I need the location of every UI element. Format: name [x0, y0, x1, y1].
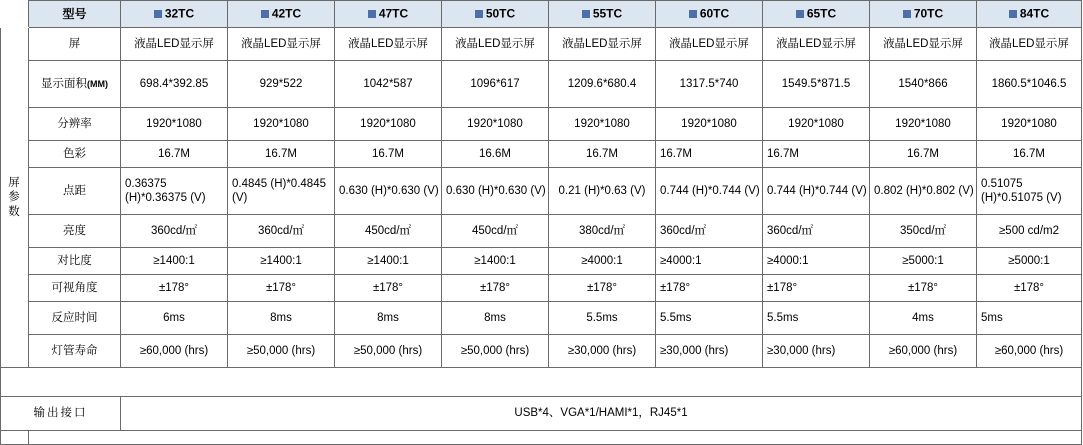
header-corner-blank: [1, 1, 29, 28]
cell-value: 0.630 (H)*0.630 (V): [335, 168, 442, 215]
cell-value: 1920*1080: [763, 108, 870, 141]
bullet-square-icon: [582, 10, 590, 18]
bullet-square-icon: [689, 10, 697, 18]
cell-value: ≥4000:1: [656, 248, 763, 275]
cell-value: 1920*1080: [121, 108, 228, 141]
cell-value: 0.36375 (H)*0.36375 (V): [121, 168, 228, 215]
row-label: 灯管寿命: [29, 335, 121, 368]
cell-value: 16.7M: [549, 141, 656, 168]
cell-value: 液晶LED显示屏: [442, 28, 549, 61]
cell-value: ≥60,000 (hrs): [121, 335, 228, 368]
table-header-row: [1, 1, 1082, 28]
cell-value: ≥500 cd/m2: [977, 215, 1082, 248]
cell-value: 360cd/㎡: [121, 215, 228, 248]
table-row: [1, 108, 1082, 141]
cell-value: 350cd/㎡: [870, 215, 977, 248]
cell-value: 1920*1080: [228, 108, 335, 141]
bullet-square-icon: [475, 10, 483, 18]
cell-value: ≥50,000 (hrs): [228, 335, 335, 368]
cell-value: 1096*617: [442, 61, 549, 108]
cell-value: ±178°: [121, 275, 228, 302]
cell-value: 16.7M: [228, 141, 335, 168]
bullet-square-icon: [261, 10, 269, 18]
cell-value: ≥1400:1: [335, 248, 442, 275]
cell-value: 4ms: [870, 302, 977, 335]
row-label: [29, 61, 121, 108]
cell-value: 1920*1080: [977, 108, 1082, 141]
header-model-50tc: [442, 1, 549, 28]
cell-value: 液晶LED显示屏: [977, 28, 1082, 61]
cell-value: 1209.6*680.4: [549, 61, 656, 108]
row-label: 对比度: [29, 248, 121, 275]
header-model-70tc: [870, 1, 977, 28]
spacer-row: [1, 368, 1082, 397]
cell-value: 1042*587: [335, 61, 442, 108]
model-name: 55TC: [592, 6, 623, 21]
output-interface-row: [1, 397, 1082, 431]
table-row: [1, 61, 1082, 108]
table-row: [1, 248, 1082, 275]
cell-value: 液晶LED显示屏: [121, 28, 228, 61]
cell-value: ±178°: [656, 275, 763, 302]
cell-value: 5.5ms: [656, 302, 763, 335]
cell-value: 16.7M: [656, 141, 763, 168]
table-row: [1, 28, 1082, 61]
header-model-65tc: [763, 1, 870, 28]
cell-value: 16.6M: [442, 141, 549, 168]
model-header-text: 型号: [62, 6, 87, 21]
cell-value: 1540*866: [870, 61, 977, 108]
bullet-square-icon: [1009, 10, 1017, 18]
model-name: 42TC: [271, 6, 302, 21]
cell-value: ≥50,000 (hrs): [335, 335, 442, 368]
cell-value: 8ms: [335, 302, 442, 335]
cell-value: 8ms: [228, 302, 335, 335]
table-row: [1, 141, 1082, 168]
table-row: [1, 335, 1082, 368]
bullet-square-icon: [154, 10, 162, 18]
model-name: 50TC: [485, 6, 516, 21]
cell-value: ≥1400:1: [121, 248, 228, 275]
cell-value: ≥1400:1: [442, 248, 549, 275]
model-name: 70TC: [913, 6, 944, 21]
cell-value: 0.51075 (H)*0.51075 (V): [977, 168, 1082, 215]
cell-value: 1317.5*740: [656, 61, 763, 108]
row-label: 可视角度: [29, 275, 121, 302]
bottom-right-cell: [29, 431, 1082, 445]
cell-value: 16.7M: [335, 141, 442, 168]
cell-value: 1920*1080: [656, 108, 763, 141]
header-model-label: [29, 1, 121, 28]
table-row: [1, 302, 1082, 335]
cell-value: 929*522: [228, 61, 335, 108]
model-name: 60TC: [699, 6, 730, 21]
spacer-cell: [1, 368, 1082, 397]
cell-value: 液晶LED显示屏: [763, 28, 870, 61]
cell-value: 5ms: [977, 302, 1082, 335]
group-label-screen-params: 屏 参 数: [1, 28, 29, 368]
output-interface-value: USB*4、VGA*1/HAMI*1，RJ45*1: [121, 397, 1082, 431]
header-model-47tc: [335, 1, 442, 28]
cell-value: ≥5000:1: [977, 248, 1082, 275]
bullet-square-icon: [903, 10, 911, 18]
cell-value: 1920*1080: [442, 108, 549, 141]
bullet-square-icon: [368, 10, 376, 18]
table-row: [1, 275, 1082, 302]
cell-value: 0.802 (H)*0.802 (V): [870, 168, 977, 215]
cell-value: ≥30,000 (hrs): [763, 335, 870, 368]
cell-value: 1920*1080: [549, 108, 656, 141]
cell-value: ≥60,000 (hrs): [870, 335, 977, 368]
cell-value: ≥5000:1: [870, 248, 977, 275]
bottom-left-cell: [1, 431, 29, 445]
cell-value: ±178°: [549, 275, 656, 302]
bullet-square-icon: [796, 10, 804, 18]
cell-value: ±178°: [335, 275, 442, 302]
cell-value: 6ms: [121, 302, 228, 335]
cell-value: 液晶LED显示屏: [549, 28, 656, 61]
cell-value: ≥4000:1: [763, 248, 870, 275]
cell-value: 液晶LED显示屏: [228, 28, 335, 61]
cell-value: 0.21 (H)*0.63 (V): [549, 168, 656, 215]
cell-value: ≥4000:1: [549, 248, 656, 275]
row-label: 屏: [29, 28, 121, 61]
cell-value: 16.7M: [763, 141, 870, 168]
cell-value: 液晶LED显示屏: [335, 28, 442, 61]
header-model-55tc: [549, 1, 656, 28]
cell-value: ±178°: [763, 275, 870, 302]
cell-value: 5.5ms: [549, 302, 656, 335]
cell-value: ±178°: [870, 275, 977, 302]
cell-value: ≥30,000 (hrs): [549, 335, 656, 368]
cell-value: ±178°: [228, 275, 335, 302]
row-label: 分辨率: [29, 108, 121, 141]
table-row: [1, 215, 1082, 248]
cell-value: 16.7M: [870, 141, 977, 168]
row-label: 反应时间: [29, 302, 121, 335]
cell-value: 450cd/㎡: [442, 215, 549, 248]
cell-value: ≥50,000 (hrs): [442, 335, 549, 368]
table-row: [1, 168, 1082, 215]
cell-value: 360cd/㎡: [228, 215, 335, 248]
header-model-84tc: [977, 1, 1082, 28]
cell-value: 450cd/㎡: [335, 215, 442, 248]
cell-value: 0.744 (H)*0.744 (V): [656, 168, 763, 215]
cell-value: 0.744 (H)*0.744 (V): [763, 168, 870, 215]
cell-value: 380cd/㎡: [549, 215, 656, 248]
cell-value: 360cd/㎡: [763, 215, 870, 248]
row-label: 亮度: [29, 215, 121, 248]
cell-value: ≥1400:1: [228, 248, 335, 275]
cell-value: 698.4*392.85: [121, 61, 228, 108]
header-model-60tc: [656, 1, 763, 28]
cell-value: 8ms: [442, 302, 549, 335]
model-name: 32TC: [164, 6, 195, 21]
header-model-42tc: [228, 1, 335, 28]
cell-value: ±178°: [442, 275, 549, 302]
cell-value: 16.7M: [121, 141, 228, 168]
header-model-32tc: [121, 1, 228, 28]
row-label-unit: (MM): [87, 78, 108, 89]
cell-value: 1549.5*871.5: [763, 61, 870, 108]
model-name: 84TC: [1019, 6, 1050, 21]
cell-value: 液晶LED显示屏: [656, 28, 763, 61]
cell-value: 16.7M: [977, 141, 1082, 168]
cell-value: 0.630 (H)*0.630 (V): [442, 168, 549, 215]
cell-value: 360cd/㎡: [656, 215, 763, 248]
cell-value: ≥30,000 (hrs): [656, 335, 763, 368]
cell-value: 5.5ms: [763, 302, 870, 335]
row-label-text: 显示面积: [41, 77, 87, 90]
cell-value: 0.4845 (H)*0.4845 (V): [228, 168, 335, 215]
cell-value: 1860.5*1046.5: [977, 61, 1082, 108]
bottom-row: [1, 431, 1082, 445]
cell-value: 液晶LED显示屏: [870, 28, 977, 61]
model-name: 65TC: [806, 6, 837, 21]
cell-value: ≥60,000 (hrs): [977, 335, 1082, 368]
row-label: 色彩: [29, 141, 121, 168]
cell-value: 1920*1080: [335, 108, 442, 141]
output-interface-label: 输出接口: [1, 397, 121, 431]
model-name: 47TC: [378, 6, 409, 21]
row-label: 点距: [29, 168, 121, 215]
cell-value: ±178°: [977, 275, 1082, 302]
cell-value: 1920*1080: [870, 108, 977, 141]
